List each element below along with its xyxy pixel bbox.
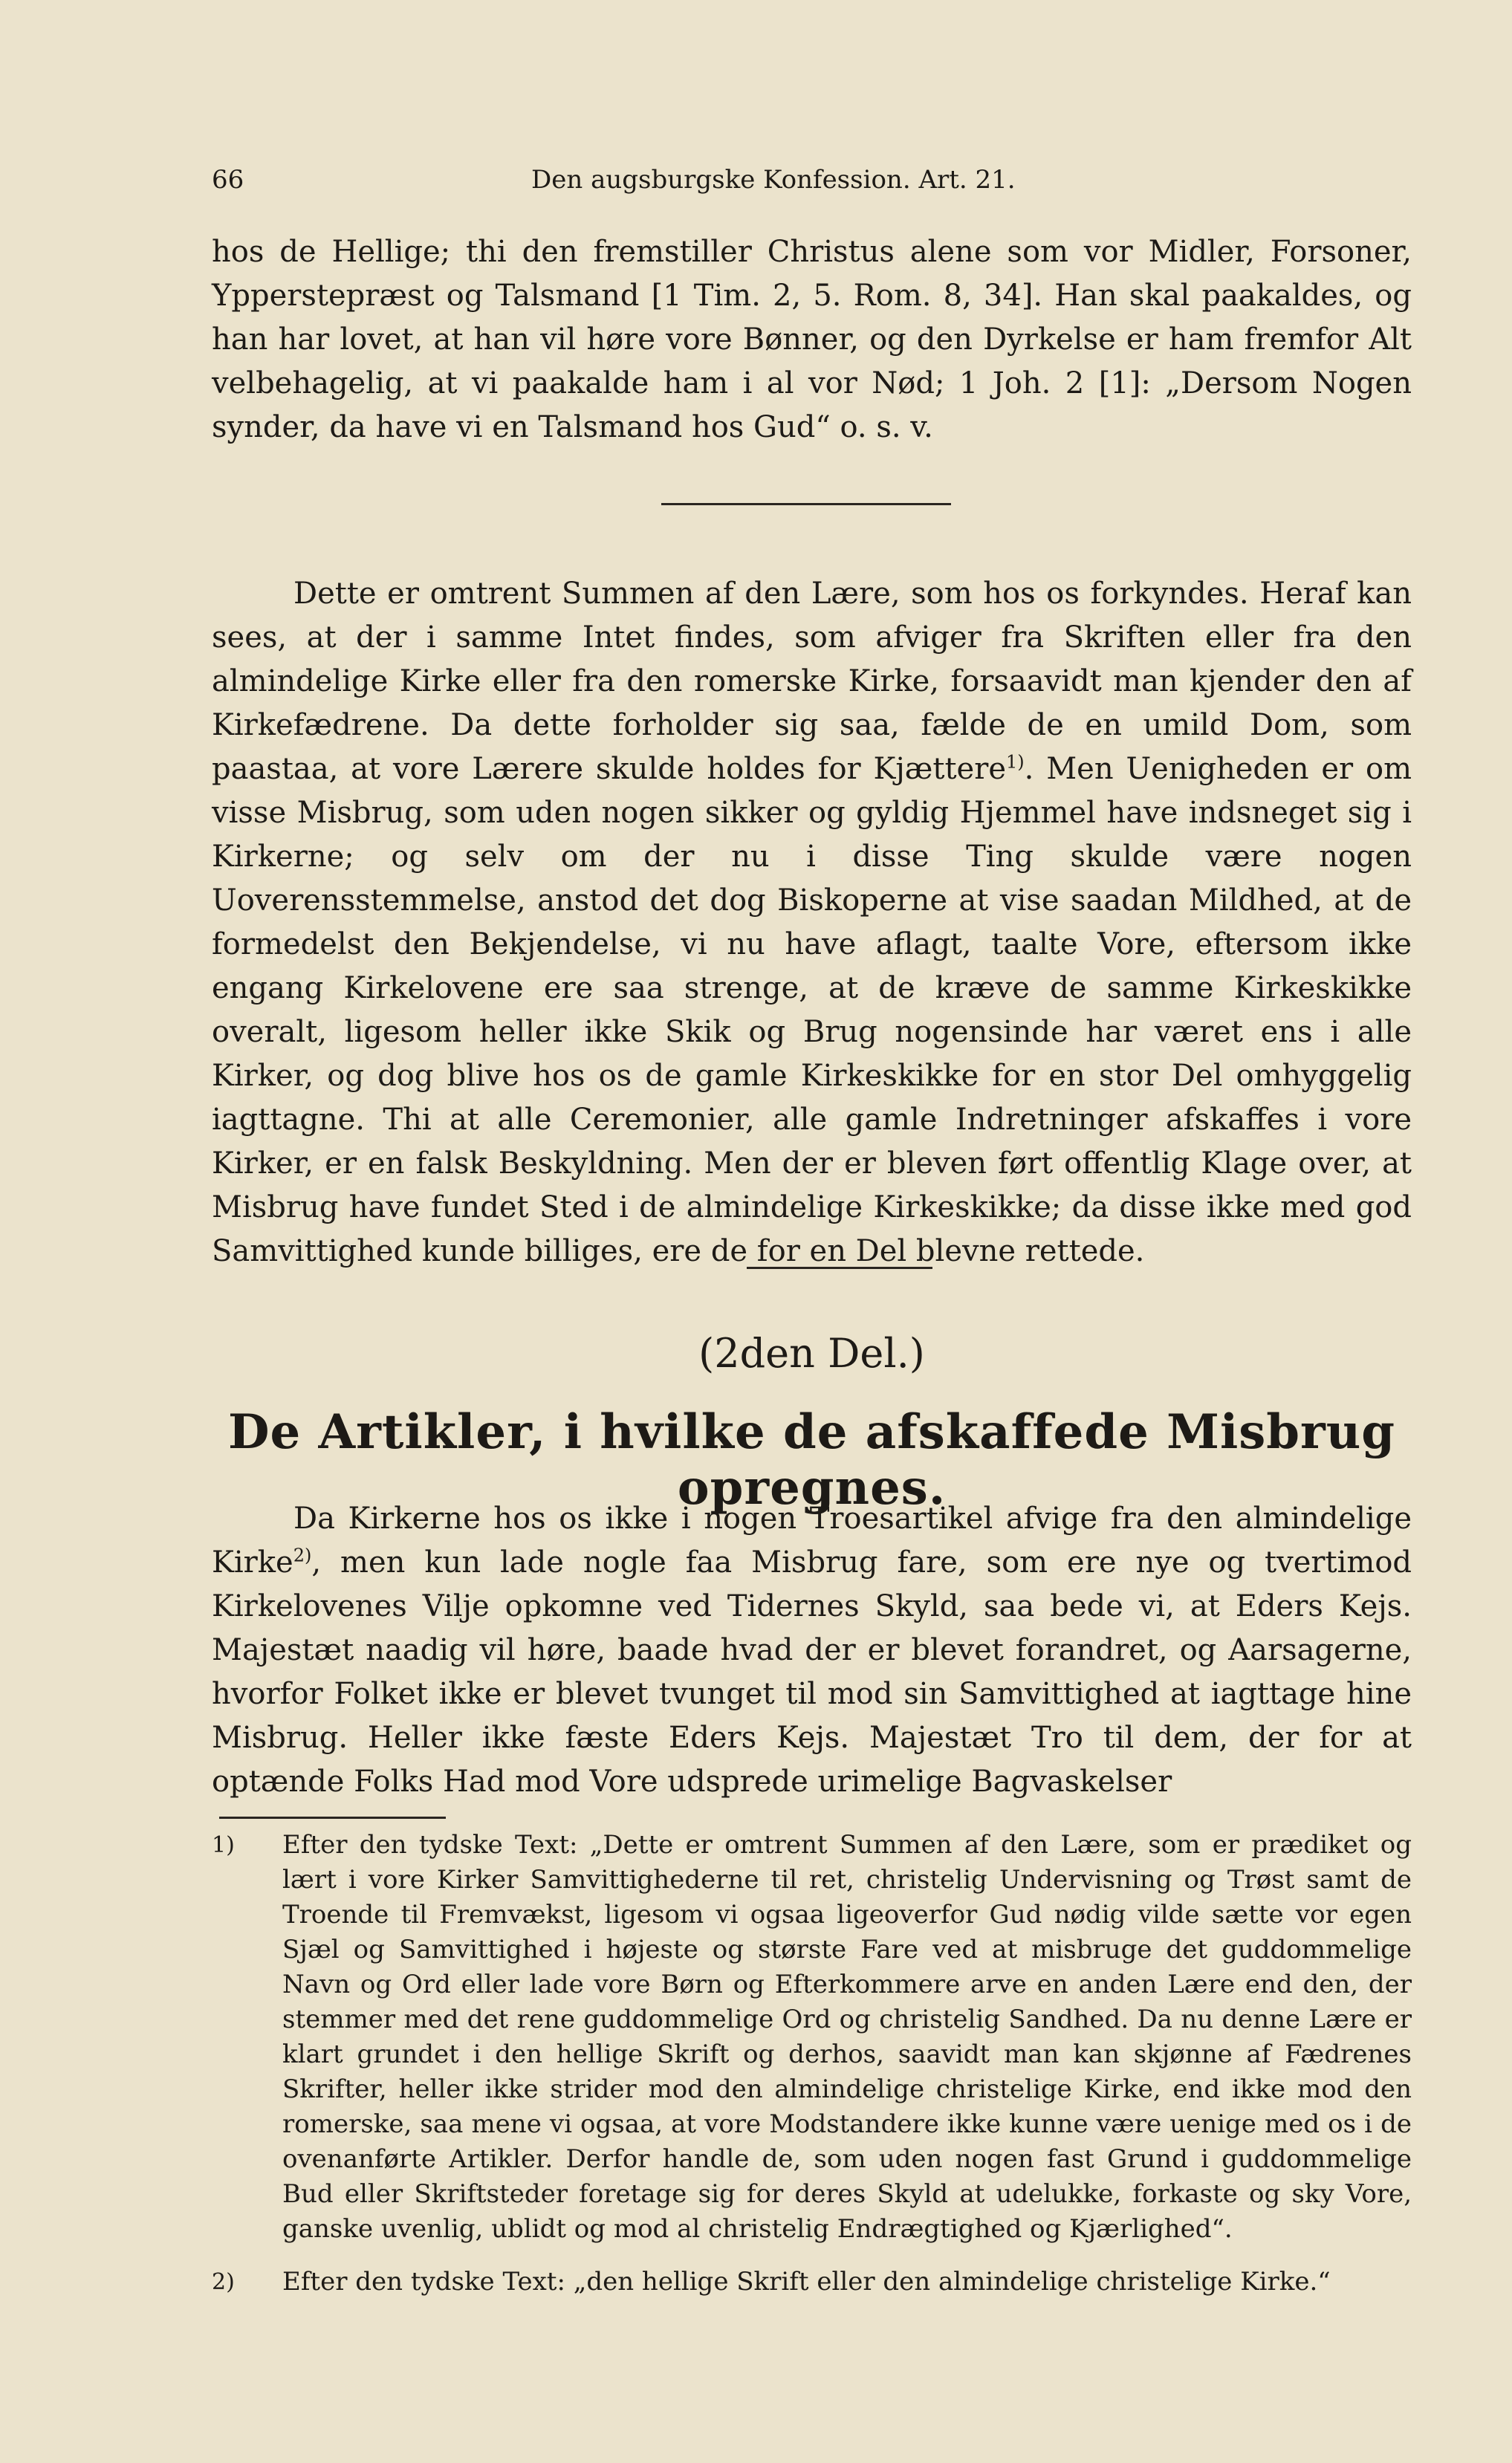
body-paragraph-1-text-b: . Men Uenigheden er om visse Misbrug, som uden nogen sikker og gyldig Hjemmel have indsneget sig i Kirkerne; og selv om der nu i disse Ting skulde være nogen Uoverensstemmelse, anstod det dog Biskoperne at vise saadan Mildhed, at de formedelst den Bekjendelse, vi nu have aflagt, taalte Vore, eftersom ikke engang Kirkelovene ere saa strenge, at de kræve de samme Kirkeskikke overalt, ligesom heller ikke Skik og Brug nogensinde har været ens i alle Kirker, og dog blive hos os de gamle Kirkeskikke for en stor Del omhyggelig iagttagne. Thi at alle Ceremonier, alle gamle Indretninger afskaffes i vore Kirker, er en falsk Beskyldning. Men der er bleven ført offentlig Klage over, at Misbrug have fundet Sted i de almindelige Kirkeskikke; da disse ikke med god Samvittighed kunde billiges, ere de for en Del blevne rettede. (212, 752, 1412, 1268)
footnote-1-mark: 1) (212, 1832, 235, 1858)
footnote-ref-1: 1) (1006, 751, 1025, 773)
footnotes (212, 1828, 1412, 2317)
part-heading: (2den Del.) (698, 1330, 925, 1377)
body-paragraph-2-text-a: Da Kirkerne hos os ikke i nogen Troesartikel afvige fra den almindelige Kirke (212, 1502, 1412, 1580)
body-paragraph-1 (212, 572, 1412, 1273)
page-number: 66 (212, 165, 244, 195)
running-title: Den augsburgske Konfession. Art. 21. (531, 165, 1016, 195)
footnote-1-text: Efter den tydske Text: „Dette er omtrent Summen af den Lære, som er prædiket og lært i vore Kirker Samvittighederne til ret, christelig Undervisning og Trøst samt de Troende til Fremvækst, ligesom vi ogsaa ligeoverfor Gud nødig vilde sætte vor egen Sjæl og Samvittighed i højeste og største Fare ved at misbruge det guddommelige Navn og Ord eller lade vore Børn og Efterkommere arve en anden Lære end den, der stemmer med det rene guddommelige Ord og christelig Sandhed. Da nu denne Lære er klart grundet i den hellige Skrift og derhos, saavidt man kan skjønne af Fædrenes Skrifter, heller ikke strider mod den almindelige christelige Kirke, end ikke mod den romerske, saa mene vi ogsaa, at vore Modstandere ikke kunne være uenige med os i de ovenanførte Artikler. Derfor handle de, som uden nogen fast Grund i guddommelige Bud eller Skriftsteder foretage sig for deres Skyld at udelukke, forkaste og sky Vore, ganske uvenlig, ublidt og mod al christelig Endrægtighed og Kjærlighed“. (282, 1830, 1412, 2244)
footnote-rule (219, 1817, 446, 1819)
footnote-2-mark: 2) (212, 2269, 235, 2295)
body-paragraph-2-block (212, 1497, 1412, 1804)
body-paragraph-2 (212, 1497, 1412, 1804)
intro-paragraph: hos de Hellige; thi den fremstiller Christus alene som vor Midler, Forsoner, Ypperstepræst og Talsmand [1 Tim. 2, 5. Rom. 8, 34]. Han skal paakaldes, og han har lovet, at han vil høre vore Bønner, og den Dyrkelse er ham fremfor Alt velbehagelig, at vi paakalde ham i al vor Nød; 1 Joh. 2 [1]: „Dersom Nogen synder, da have vi en Talsmand hos Gud“ o. s. v. (212, 235, 1412, 444)
part-divider (747, 1267, 932, 1269)
footnote-2 (212, 2265, 1412, 2300)
footnote-1 (212, 1828, 1412, 2247)
body-paragraph-1-text-a: Dette er omtrent Summen af den Lære, som hos os forkyndes. Heraf kan sees, at der i samme Intet findes, som afviger fra Skriften eller fra den almindelige Kirke eller fra den romerske Kirke, forsaavidt man kjender den af Kirkefædrene. Da dette forholder sig saa, fælde de en umild Dom, som paastaa, at vore Lærere skulde holdes for Kjættere (212, 577, 1412, 786)
footnote-2-text: Efter den tydske Text: „den hellige Skrift eller den almindelige christelige Kirke.“ (282, 2267, 1331, 2297)
body-paragraph-2-text-b: , men kun lade nogle faa Misbrug fare, som ere nye og tvertimod Kirkelovenes Vilje opkomne ved Tidernes Skyld, saa bede vi, at Eders Kejs. Majestæt naadig vil høre, baade hvad der er blevet forandret, og Aarsagerne, hvorfor Folket ikke er blevet tvunget til mod sin Samvittighed at iagttage hine Misbrug. Heller ikke fæste Eders Kejs. Majestæt Tro til dem, der for at optænde Folks Had mod Vore udsprede urimelige Bagvaskelser (212, 1545, 1412, 1799)
intro-paragraph-block (212, 230, 1412, 450)
body-paragraph-1-block (212, 572, 1412, 1273)
section-divider (661, 503, 951, 505)
section-title: De Artikler, i hvilke de afskaffede Misbrug opregnes. (227, 1404, 1396, 1516)
footnote-ref-2: 2) (293, 1545, 312, 1566)
